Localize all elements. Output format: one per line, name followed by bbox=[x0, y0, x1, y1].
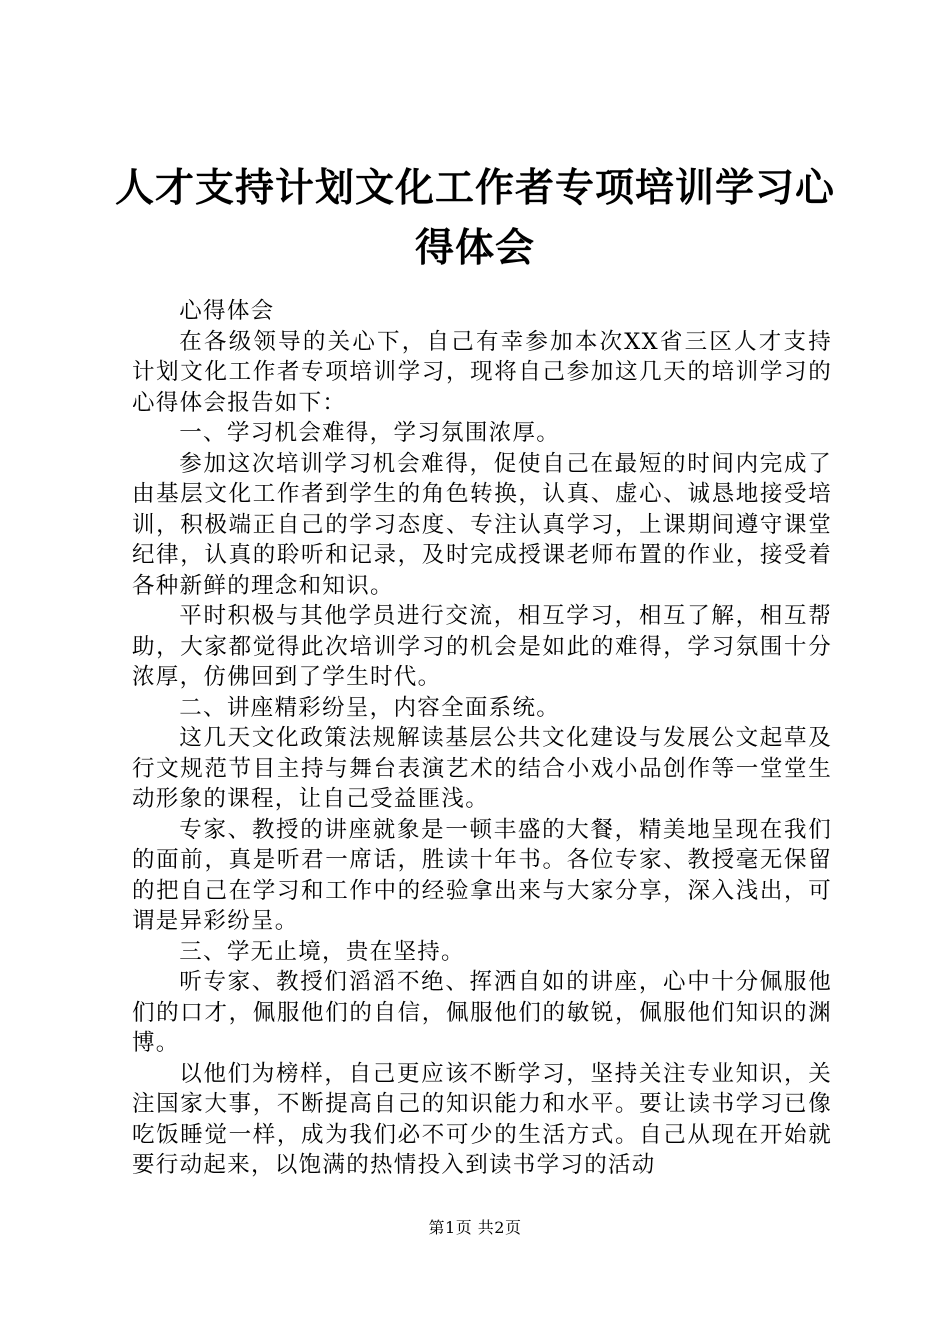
paragraph-intro: 在各级领导的关心下，自己有幸参加本次XX省三区人才支持计划文化工作者专项培训学习，现将自己参加这几天的培训学习的心得体会报告如下： bbox=[132, 328, 832, 416]
page-number-footer: 第1页 共2页 bbox=[428, 1218, 522, 1237]
paragraph: 听专家、教授们滔滔不绝、挥洒自如的讲座，心中十分佩服他们的口才，佩服他们的自信，佩服他们的敏锐，佩服他们知识的渊博。 bbox=[132, 969, 832, 1056]
section-heading-2: 二、讲座精彩纷呈，内容全面系统。 bbox=[179, 694, 561, 721]
paragraph: 参加这次培训学习机会难得，促使自己在最短的时间内完成了由基层文化工作者到学生的角色转换，认真、虚心、诚恳地接受培训，积极端正自己的学习态度、专注认真学习，上课期间遵守课堂纪律，认真的聆听和记录，及时完成授课老师布置的作业，接受着各种新鲜的理念和知识。 bbox=[132, 450, 832, 599]
paragraph: 这几天文化政策法规解读基层公共文化建设与发展公文起草及行文规范节目主持与舞台表演艺术的结合小戏小品创作等一堂堂生动形象的课程，让自己受益匪浅。 bbox=[132, 725, 832, 812]
paragraph: 以他们为榜样，自己更应该不断学习，坚持关注专业知识，关注国家大事，不断提高自己的知识能力和水平。要让读书学习已像吃饭睡觉一样，成为我们必不可少的生活方式。自己从现在开始就要行动起来，以饱满的热情投入到读书学习的活动 bbox=[132, 1060, 832, 1178]
paragraph: 专家、教授的讲座就象是一顿丰盛的大餐，精美地呈现在我们的面前，真是听君一席话，胜读十年书。各位专家、教授毫无保留的把自己在学习和工作中的经验拿出来与大家分享，深入浅出，可谓是异彩纷呈。 bbox=[132, 816, 832, 934]
paragraph-heading-label: 心得体会 bbox=[179, 298, 275, 324]
section-heading-3: 三、学无止境，贵在坚持。 bbox=[179, 938, 465, 965]
document-body bbox=[132, 296, 832, 1181]
paragraph: 平时积极与其他学员进行交流，相互学习，相互了解，相互帮助，大家都觉得此次培训学习的机会是如此的难得，学习氛围十分浓厚，仿佛回到了学生时代。 bbox=[132, 603, 832, 690]
document-title: 人才支持计划文化工作者专项培训学习心得体会 bbox=[114, 165, 835, 271]
section-heading-1: 一、学习机会难得，学习氛围浓厚。 bbox=[179, 420, 561, 446]
